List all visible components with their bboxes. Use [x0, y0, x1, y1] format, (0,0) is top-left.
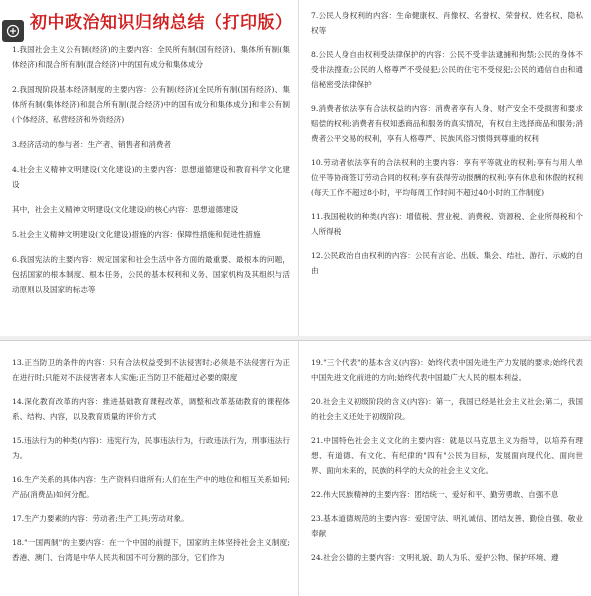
paragraph: 22.伟大民族精神的主要内容：团结统一、爱好和平、勤劳勇敢、自强不息	[311, 490, 559, 499]
paragraph: 其中，社会主义精神文明建设(文化建设)的核心内容：思想道德建设	[12, 205, 239, 214]
page-top-left	[0, 0, 298, 338]
paragraph: 16.生产关系的具体内容：生产资料归谁所有;人们在生产中的地位和相互关系如何;产品(消费品)如何分配。	[12, 475, 290, 499]
paragraph: 1.我国社会主义公有制(经济)的主要内容：全民所有制(国有经济)、集体所有制(集体经济)和混合所有制(混合经济)中的国有成分和集体成分	[12, 45, 290, 69]
paragraph: 14.深化教育改革的内容：推进基础教育课程改革，调整和改革基础教育的课程体系、结构、内容，以及教育质量的评价方式	[12, 397, 290, 421]
paragraph: 3.经济活动的参与者：生产者、销售者和消费者	[12, 140, 172, 149]
paragraph: 20.社会主义初级阶段的含义(内容)：第一，我国已经是社会主义社会;第二，我国的社会主义还处于初级阶段。	[311, 397, 583, 421]
paragraph: 5.社会主义精神文明建设(文化建设)措施的内容：保障性措施和促进性措施	[12, 230, 261, 239]
paragraph: 4.社会主义精神文明建设(文化建设)的主要内容：思想道德建设和教育科学文化建设	[12, 165, 290, 189]
paragraph: 6.我国宪法的主要内容：规定国家和社会生活中各方面的最重要、最根本的问题，包括国家的根本制度、根本任务，公民的基本权利和义务、国家机构及其组织与活动原则以及国家的标志等	[12, 255, 290, 294]
paragraph: 8.公民人身自由权利受法律保护的内容：公民不受非法逮捕和拘禁;公民的身体不受非法搜查;公民的人格尊严不受侵犯;公民的住宅不受侵犯;公民的通信自由和通信秘密受法律保护	[311, 50, 583, 89]
page-bottom-right-content	[299, 341, 591, 565]
page-bottom-left-content	[0, 341, 298, 565]
logo-icon[interactable]	[2, 20, 24, 42]
paragraph: 18."一国两制"的主要内容：在一个中国的前提下，国家的主体坚持社会主义制度;香港、澳门、台湾是中华人民共和国不可分割的部分，它们作为	[12, 538, 290, 562]
paragraph: 9.消费者依法享有合法权益的内容：消费者享有人身、财产安全不受损害和要求赔偿的权利;消费者有权知悉商品和服务的真实情况，有权自主选择商品和服务;消费者公平交易的权利，享有人格尊严、民族风俗习惯得到尊重的权利	[311, 104, 583, 143]
page-bottom-right	[298, 340, 591, 596]
page-top-right-content	[299, 0, 591, 278]
page-top-right	[298, 0, 591, 338]
paragraph: 12.公民政治自由权利的内容：公民有言论、出版、集会、结社、游行、示威的自由	[311, 251, 583, 275]
paragraph: 2.我国现阶段基本经济制度的主要内容：公有制(经济)[全民所有制(国有经济)、集体所有制(集体经济)和混合所有制(混合经济)中的国有成分和集体成分]和非公有制(个体经济、私营经济和外资经济)	[12, 85, 290, 124]
page-top-left-content	[0, 0, 298, 297]
paragraph: 15.违法行为的种类(内容)：违宪行为，民事违法行为，行政违法行为，刑事违法行为。	[12, 436, 290, 460]
logo-icon-svg	[6, 24, 20, 38]
paragraph: 17.生产力要素的内容：劳动者;生产工具;劳动对象。	[12, 514, 189, 523]
paragraph: 24.社会公德的主要内容：文明礼貌、助人为乐、爱护公物、保护环境、遵	[311, 553, 559, 562]
paragraph: 13.正当防卫的条件的内容：只有合法权益受到不法侵害时;必须是不法侵害行为正在进行时;只能对不法侵害者本人实施;正当防卫不能超过必要的限度	[12, 358, 290, 382]
paragraph: 10.劳动者依法享有的合法权利的主要内容：享有平等就业的权利;享有与用人单位平等协商签订劳动合同的权利;享有获得劳动报酬的权利;享有休息和休假的权利(每天工作不超过8小时，平均每周工作时间不超过40小时的工作制度)	[311, 158, 583, 197]
page-title: 初中政治知识归纳总结（打印版）	[30, 13, 293, 33]
paragraph: 23.基本道德规范的主要内容：爱国守法、明礼诚信、团结友善、勤俭自强、敬业奉献	[311, 514, 583, 538]
paragraph: 19."三个代表"的基本含义(内容)：始终代表中国先进生产力发展的要求;始终代表中国先进文化前进的方向;始终代表中国最广大人民的根本利益。	[311, 358, 583, 382]
paragraph: 11.我国税收的种类(内容)：增值税、营业税、消费税、资源税、企业所得税和个人所得税	[311, 212, 583, 236]
page-bottom-left	[0, 340, 298, 596]
paragraph: 7.公民人身权利的内容：生命健康权、肖像权、名誉权、荣誉权、姓名权、隐私权等	[311, 11, 583, 35]
paragraph: 21.中国特色社会主义文化的主要内容：就是以马克思主义为指导，以培养有理想、有道德、有文化、有纪律的"四有"公民为目标，发展面向现代化、面向世界、面向未来的，民族的科学的大众的社会主义文化。	[311, 436, 583, 475]
